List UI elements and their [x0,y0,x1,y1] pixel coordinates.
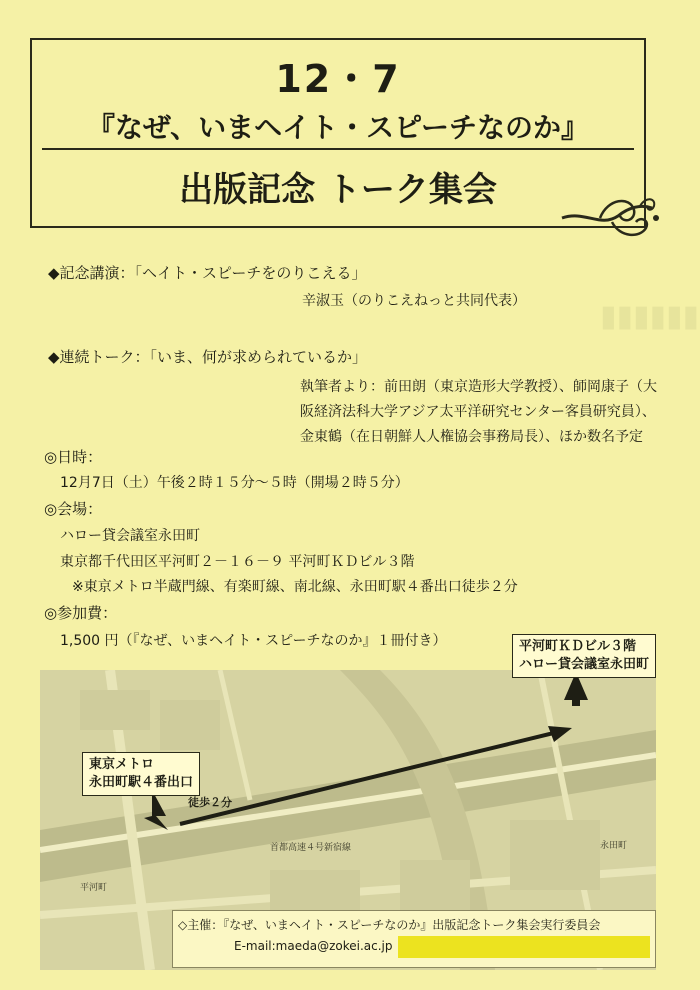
venue-access: ※東京メトロ半蔵門線、有楽町線、南北線、永田町駅４番出口徒歩２分 [72,579,518,595]
lecture-heading: ◆記念講演：「ヘイト・スピーチをのりこえる」 [48,264,367,282]
book-title: 『なぜ、いまヘイト・スピーチなのか』 [86,111,590,144]
venue-name: ハロー貸会議室永田町 [60,528,200,544]
station-operator: 東京メトロ [89,757,155,772]
destination-venue: ハロー貸会議室永田町 [519,657,650,672]
walk-time-label: 徒歩２分 [188,796,232,809]
venue-address: 東京都千代田区平河町２－１６－９ 平河町ＫＤビル３階 [60,554,415,570]
map-label-hirakawa: 平河町 [80,883,108,893]
reverse-bleed-through: ▮▮▮▮▮▮ [600,299,700,334]
destination-building: 平河町ＫＤビル３階 [519,639,637,654]
venue-heading: ◎会場： [44,500,103,518]
talk-authors-line2: 阪経済法科大学アジア太平洋研究センター客員研究員）、 [300,404,656,420]
talk-authors-line1: 執筆者より：前田朗（東京造形大学教授）、師岡康子（大 [300,379,657,395]
title-box [30,38,646,228]
map-label-nagatacho: 永田町 [600,841,628,851]
highlighter-mark [398,936,650,958]
flourish-ornament-icon [560,188,660,248]
talk-authors-line3: 金東鶴（在日朝鮮人人権協会事務局長）、ほか数名予定 [300,429,643,445]
title-divider [42,148,634,150]
station-exit: 永田町駅４番出口 [89,775,194,790]
datetime-value: 12月7日（土）午後２時１５分～５時（開場２時５分） [60,475,409,491]
lecture-speaker: 辛淑玉（のりこえねっと共同代表） [302,293,526,309]
fee-value: 1,500 円（『なぜ、いまヘイト・スピーチなのか』１冊付き） [60,633,447,649]
station-callout [82,752,200,796]
talk-heading: ◆連続トーク：「いま、何が求められているか」 [48,348,368,366]
event-date-title: 12・7 [275,57,401,101]
map-label-expressway: 首都高速４号新宿線 [270,843,352,853]
contact-email[interactable]: E-mail:maeda@zokei.ac.jp [234,939,393,953]
event-name: 出版記念 トーク集会 [179,170,497,210]
datetime-heading: ◎日時： [44,448,103,466]
fee-heading: ◎参加費： [44,604,118,622]
destination-callout [512,634,656,678]
organizer-text: ◇主催：『なぜ、いまヘイト・スピーチなのか』出版記念トーク集会実行委員会 [178,918,601,932]
